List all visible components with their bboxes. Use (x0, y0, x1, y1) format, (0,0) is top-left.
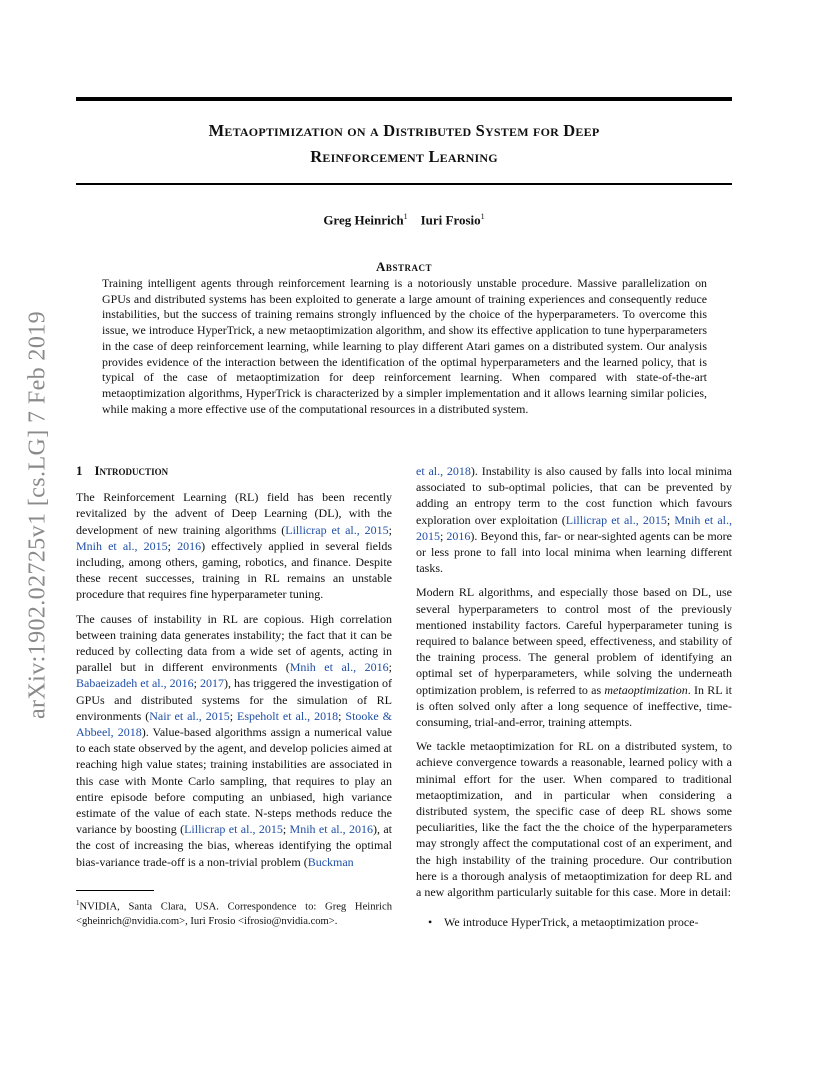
text-run: ; (193, 676, 200, 691)
contribution-list (416, 914, 732, 930)
citation-link[interactable]: Nair et al., 2015 (149, 708, 230, 723)
text-run: . In RL it is often solved only after a long sequence of ineffective, time-consuming, trial-and-error, training attempts. (416, 682, 732, 730)
citation-link[interactable]: Espeholt et al., 2018 (236, 708, 339, 723)
footnote (76, 896, 392, 929)
citation-link[interactable]: Lillicrap et al., 2015 (184, 822, 283, 837)
text-run: ; (388, 660, 392, 675)
citation-link[interactable]: Stooke & Abbeel, 2018 (76, 708, 392, 740)
paragraph (76, 489, 392, 602)
citation-link[interactable]: Babaeizadeh et al., 2016 (76, 676, 194, 691)
section-title: Introduction (94, 463, 169, 478)
citation-link[interactable]: Mnih et al., 2016 (289, 822, 373, 837)
abstract-heading: Abstract (376, 259, 432, 274)
bullet-icon: • (428, 915, 433, 930)
arxiv-identifier: arXiv:1902.02725v1 [cs.LG] 7 Feb 2019 (24, 310, 51, 720)
author-name: Iuri Frosio (420, 212, 481, 228)
text-run: ; (282, 822, 290, 837)
text-run: ; (229, 708, 237, 723)
title-line-1: Metaoptimization on a Distributed System for Deep (208, 121, 600, 140)
text-run: ). Value-based algorithms assign a numerical value to each state observed by the agent, and develop policies aimed at reaching high value states; training instabilities are associated in this case with Monte Carlo sampling, that requires to play an entire episode before computing an unbiased, high variance estimate of the value of each state. N-steps methods reduce the variance by boosting ( (76, 725, 392, 837)
paragraph (416, 584, 732, 730)
text-run: ; (440, 528, 447, 543)
footnote-text: NVIDIA, Santa Clara, USA. Correspondence to: Greg Heinrich <gheinrich@nvidia.com>, Iuri Frosio <ifrosio@nvidia.com>. (76, 901, 392, 927)
text-run: ), at the cost of increasing the bias, whereas identifying the optimal bias-variance trade-off is a non-trivial problem ( (76, 822, 393, 869)
title-bottom-rule (76, 183, 732, 185)
citation-link[interactable]: 2016 (177, 538, 202, 553)
citation-link[interactable]: Mnih et al., 2015 (416, 512, 733, 543)
emphasis-term: metaoptimization (604, 682, 688, 697)
right-column (416, 463, 732, 930)
arxiv-watermark (0, 0, 60, 1072)
citation-link[interactable]: Mnih et al., 2015 (76, 538, 168, 553)
text-run: ) effectively applied in several fields including, among others, gaming, robotics, and finance. Despite these recent successes, training in RL remains an unstable procedure that requires fine hyperparameter tuning. (76, 538, 393, 602)
citation-link[interactable]: Mnih et al., 2016 (289, 660, 389, 675)
paragraph (76, 611, 392, 870)
text-run: ). Beyond this, far- or near-sighted agents can be more or less prone to fall into local minima when learning different tasks. (416, 528, 732, 576)
list-item (416, 914, 732, 930)
citation-link[interactable]: et al., 2018 (416, 464, 471, 478)
paper-title (76, 118, 732, 170)
paragraph: We tackle metaoptimization for RL on a distributed system, to achieve convergence towards a reasonable, learned policy with a minimal effort for the user. When compared to traditional metaoptimization, and in particular when considering a distributed system, the specific case of deep RL shows some peculiarities, like the fact the the choice of the hyperparameters may strongly affect the computational cost of an experiment, and the high instability of the training procedure. Our contribution here is a thorough analysis of metaoptimization for deep RL and a new algorithm particularly suitable for this case. More in detail: (416, 739, 732, 900)
text-run: ; (167, 538, 178, 553)
list-item-text: We introduce HyperTrick, a metaoptimization proce- (444, 915, 699, 930)
citation-link[interactable]: Buckman (307, 854, 354, 869)
text-run: ; (338, 708, 346, 723)
abstract-text: Training intelligent agents through reinforcement learning is a notoriously unstable procedure. Massive parallelization on GPUs and distributed systems has been exploited to generate a large amount of training experiences and consequently reduce instabilities, but the success of training remains strongly influenced by the choice of the hyperparameters. To overcome this issue, we introduce HyperTrick, a new metaoptimization algorithm, and show its effective application to tune hyperparameters in the case of deep reinforcement learning, while learning to play different Atari games on a distributed system. Our analysis provides evidence of the interaction between the identification of the optimal hyperparameters and the learned policy, that is typical of the case of metaoptimization for deep reinforcement learning. When compared with state-of-the-art metaoptimization algorithms, HyperTrick is characterized by a simpler implementation and it allows learning similar policies, while making a more effective use of the computational resources in a distributed system. (102, 276, 707, 416)
text-run: ), has triggered the investigation of GPUs and distributed systems for the simulation of RL environments ( (76, 676, 392, 723)
citation-link[interactable]: Lillicrap et al., 2015 (565, 512, 667, 527)
text-run: The Reinforcement Learning (RL) field has been recently revitalized by the advent of Deep Learning (DL), with the development of new training algorithms ( (76, 490, 392, 537)
text-run: ; (388, 522, 392, 537)
footnote-rule (76, 890, 154, 891)
title-top-rule (76, 97, 732, 101)
author-list (76, 212, 732, 228)
citation-link[interactable]: Lillicrap et al., 2015 (285, 522, 389, 537)
text-run: ; (666, 512, 675, 527)
section-heading (76, 463, 392, 479)
text-run: Modern RL algorithms, and especially those based on DL, use several hyperparameters to control most of the previously mentioned instability factors. Careful hyperparameter tuning is required to balance between speed, effectiveness, and stability of the training process. The general problem of identifying an optimal set of hyperparameters, while solving the underneath optimization problem, is referred to as (416, 585, 732, 697)
footnote-mark: 1 (76, 899, 80, 907)
paragraph (416, 463, 732, 576)
citation-link[interactable]: 2017 (200, 676, 224, 691)
author-affiliation-mark: 1 (403, 212, 408, 221)
left-column (76, 463, 392, 878)
text-run: The causes of instability in RL are copious. High correlation between training data generates instability; the fact that it can be reduced by collecting data from a wide set of agents, acting in parallel but in different environments ( (76, 611, 392, 675)
author-affiliation-mark: 1 (480, 212, 485, 221)
section-number: 1 (76, 463, 83, 478)
author-name: Greg Heinrich (323, 212, 404, 228)
text-run: ). Instability is also caused by falls into local minima associated to sub-optimal policies, that can be prevented by adding an entropy term to the cost function which favours exploration over exploitation ( (416, 464, 732, 527)
citation-link[interactable]: 2016 (446, 528, 471, 543)
title-line-2: Reinforcement Learning (310, 147, 498, 166)
